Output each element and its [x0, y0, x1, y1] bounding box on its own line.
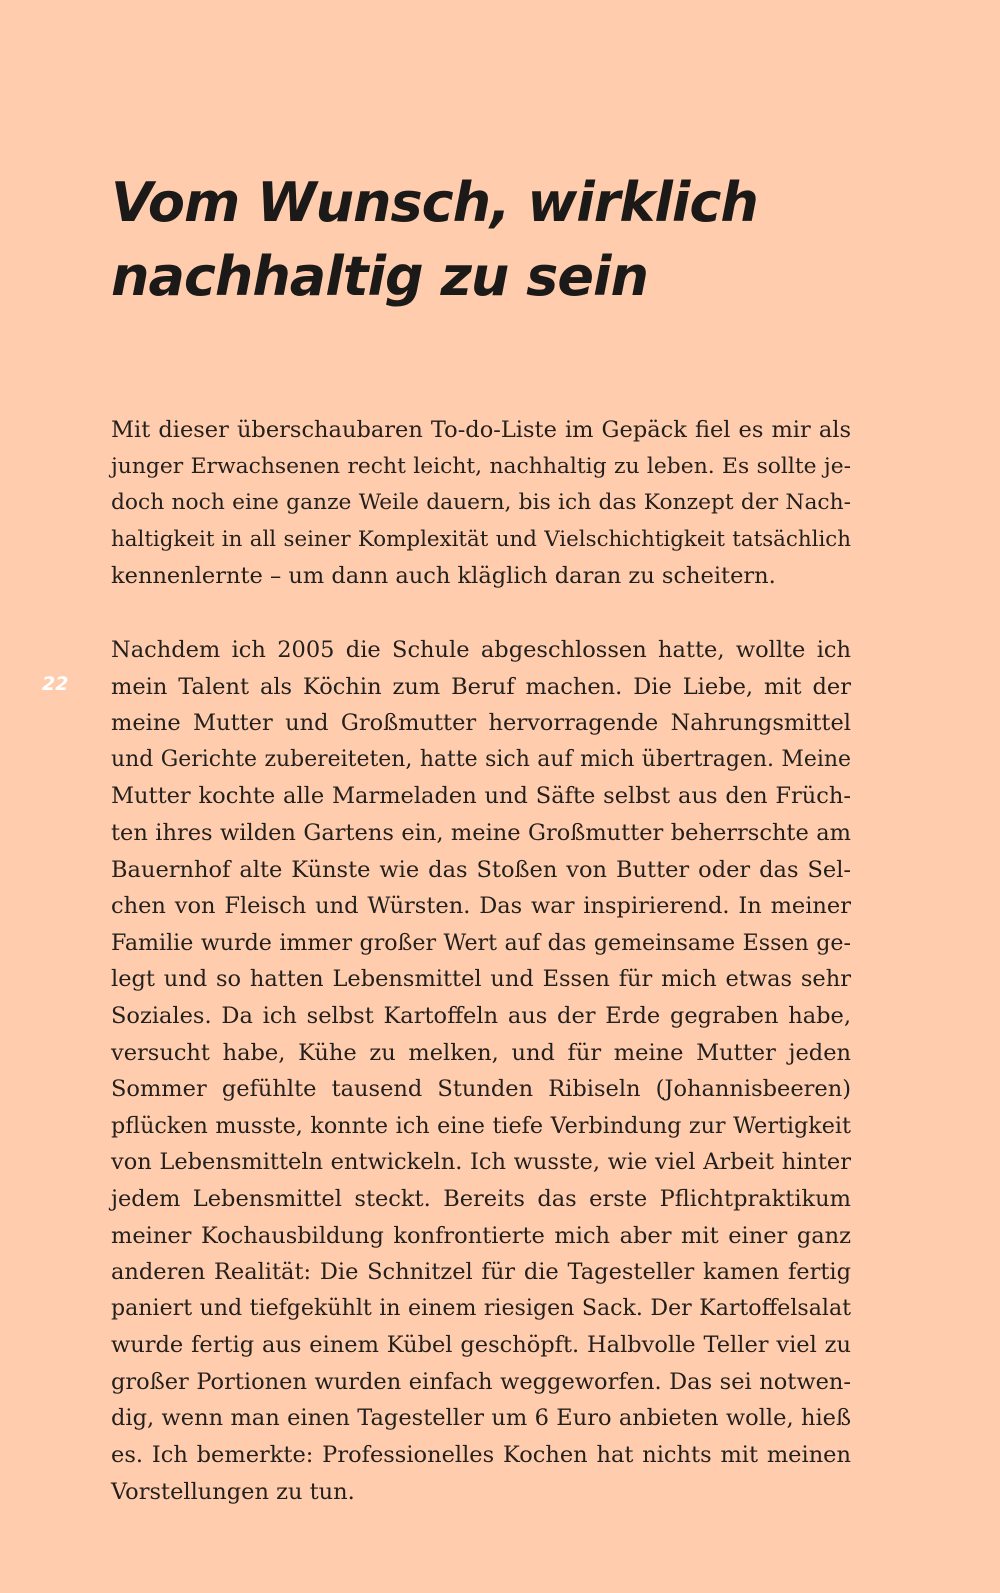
text-line: von Lebensmitteln entwickeln. Ich wusste, wie viel Arbeit hinter: [111, 1149, 851, 1176]
text-line: mein Talent als Köchin zum Beruf machen. Die Liebe, mit der: [111, 673, 851, 700]
text-line: jedem Lebensmittel steckt. Bereits das erste Pflichtpraktikum: [111, 1185, 851, 1212]
text-line: Nachdem ich 2005 die Schule abgeschlossen hatte, wollte ich: [111, 637, 851, 663]
paragraph-2: [111, 632, 851, 1510]
text-line: ten ihres wilden Gartens ein, meine Großmutter beherrschte am: [111, 819, 851, 846]
text-line: Mit dieser überschaubaren To-do-Liste im Gepäck fiel es mir als: [111, 417, 851, 443]
text-line: Mutter kochte alle Marmeladen und Säfte selbst aus den Früch-: [111, 783, 851, 810]
paragraph-1: [111, 412, 851, 595]
text-line: und Gerichte zubereiteten, hatte sich auf mich übertragen. Meine: [111, 746, 851, 772]
text-line: wurde fertig aus einem Kübel geschöpft. Halbvolle Teller viel zu: [111, 1332, 851, 1359]
text-line: versucht habe, Kühe zu melken, und für meine Mutter jeden: [111, 1039, 851, 1066]
text-line: Familie wurde immer großer Wert auf das gemeinsame Essen ge-: [111, 929, 851, 956]
text-line: dig, wenn man einen Tagesteller um 6 Euro anbieten wolle, hieß: [111, 1405, 851, 1432]
text-line: pflücken musste, konnte ich eine tiefe Verbindung zur Wertigkeit: [111, 1112, 851, 1139]
chapter-heading-line: nachhaltig zu sein: [111, 245, 648, 308]
text-line: meiner Kochausbildung konfrontierte mich aber mit einer ganz: [111, 1222, 851, 1249]
text-line: großer Portionen wurden einfach weggeworfen. Das sei notwen-: [111, 1368, 851, 1395]
text-line: Sommer gefühlte tausend Stunden Ribiseln (Johannisbeeren): [111, 1076, 851, 1103]
text-line: es. Ich bemerkte: Professionelles Kochen hat nichts mit meinen: [111, 1442, 851, 1469]
text-line: anderen Realität: Die Schnitzel für die Tagesteller kamen fertig: [111, 1259, 851, 1286]
page-number: 22: [42, 673, 69, 695]
text-line: paniert und tiefgekühlt in einem riesigen Sack. Der Kartoffelsalat: [111, 1295, 851, 1321]
text-line: chen von Fleisch und Würsten. Das war inspirierend. In meiner: [111, 893, 851, 920]
text-line: Bauernhof alte Künste wie das Stoßen von Butter oder das Sel-: [111, 856, 851, 883]
text-line: haltigkeit in all seiner Komplexität und Vielschichtigkeit tatsächlich: [111, 526, 851, 552]
text-line: junger Erwachsenen recht leicht, nachhaltig zu leben. Es sollte je-: [111, 453, 851, 479]
text-line: Soziales. Da ich selbst Kartoffeln aus der Erde gegraben habe,: [111, 1002, 851, 1029]
chapter-heading: [111, 166, 871, 314]
text-line: legt und so hatten Lebensmittel und Essen für mich etwas sehr: [111, 966, 851, 993]
text-line: Vorstellungen zu tun.: [111, 1478, 355, 1505]
text-line: doch noch eine ganze Weile dauern, bis ich das Konzept der Nach-: [111, 490, 851, 516]
text-line: kennenlernte – um dann auch kläglich daran zu scheitern.: [111, 563, 776, 590]
text-line: meine Mutter und Großmutter hervorragende Nahrungsmittel: [111, 710, 851, 737]
chapter-heading-line: Vom Wunsch, wirklich: [111, 171, 758, 234]
